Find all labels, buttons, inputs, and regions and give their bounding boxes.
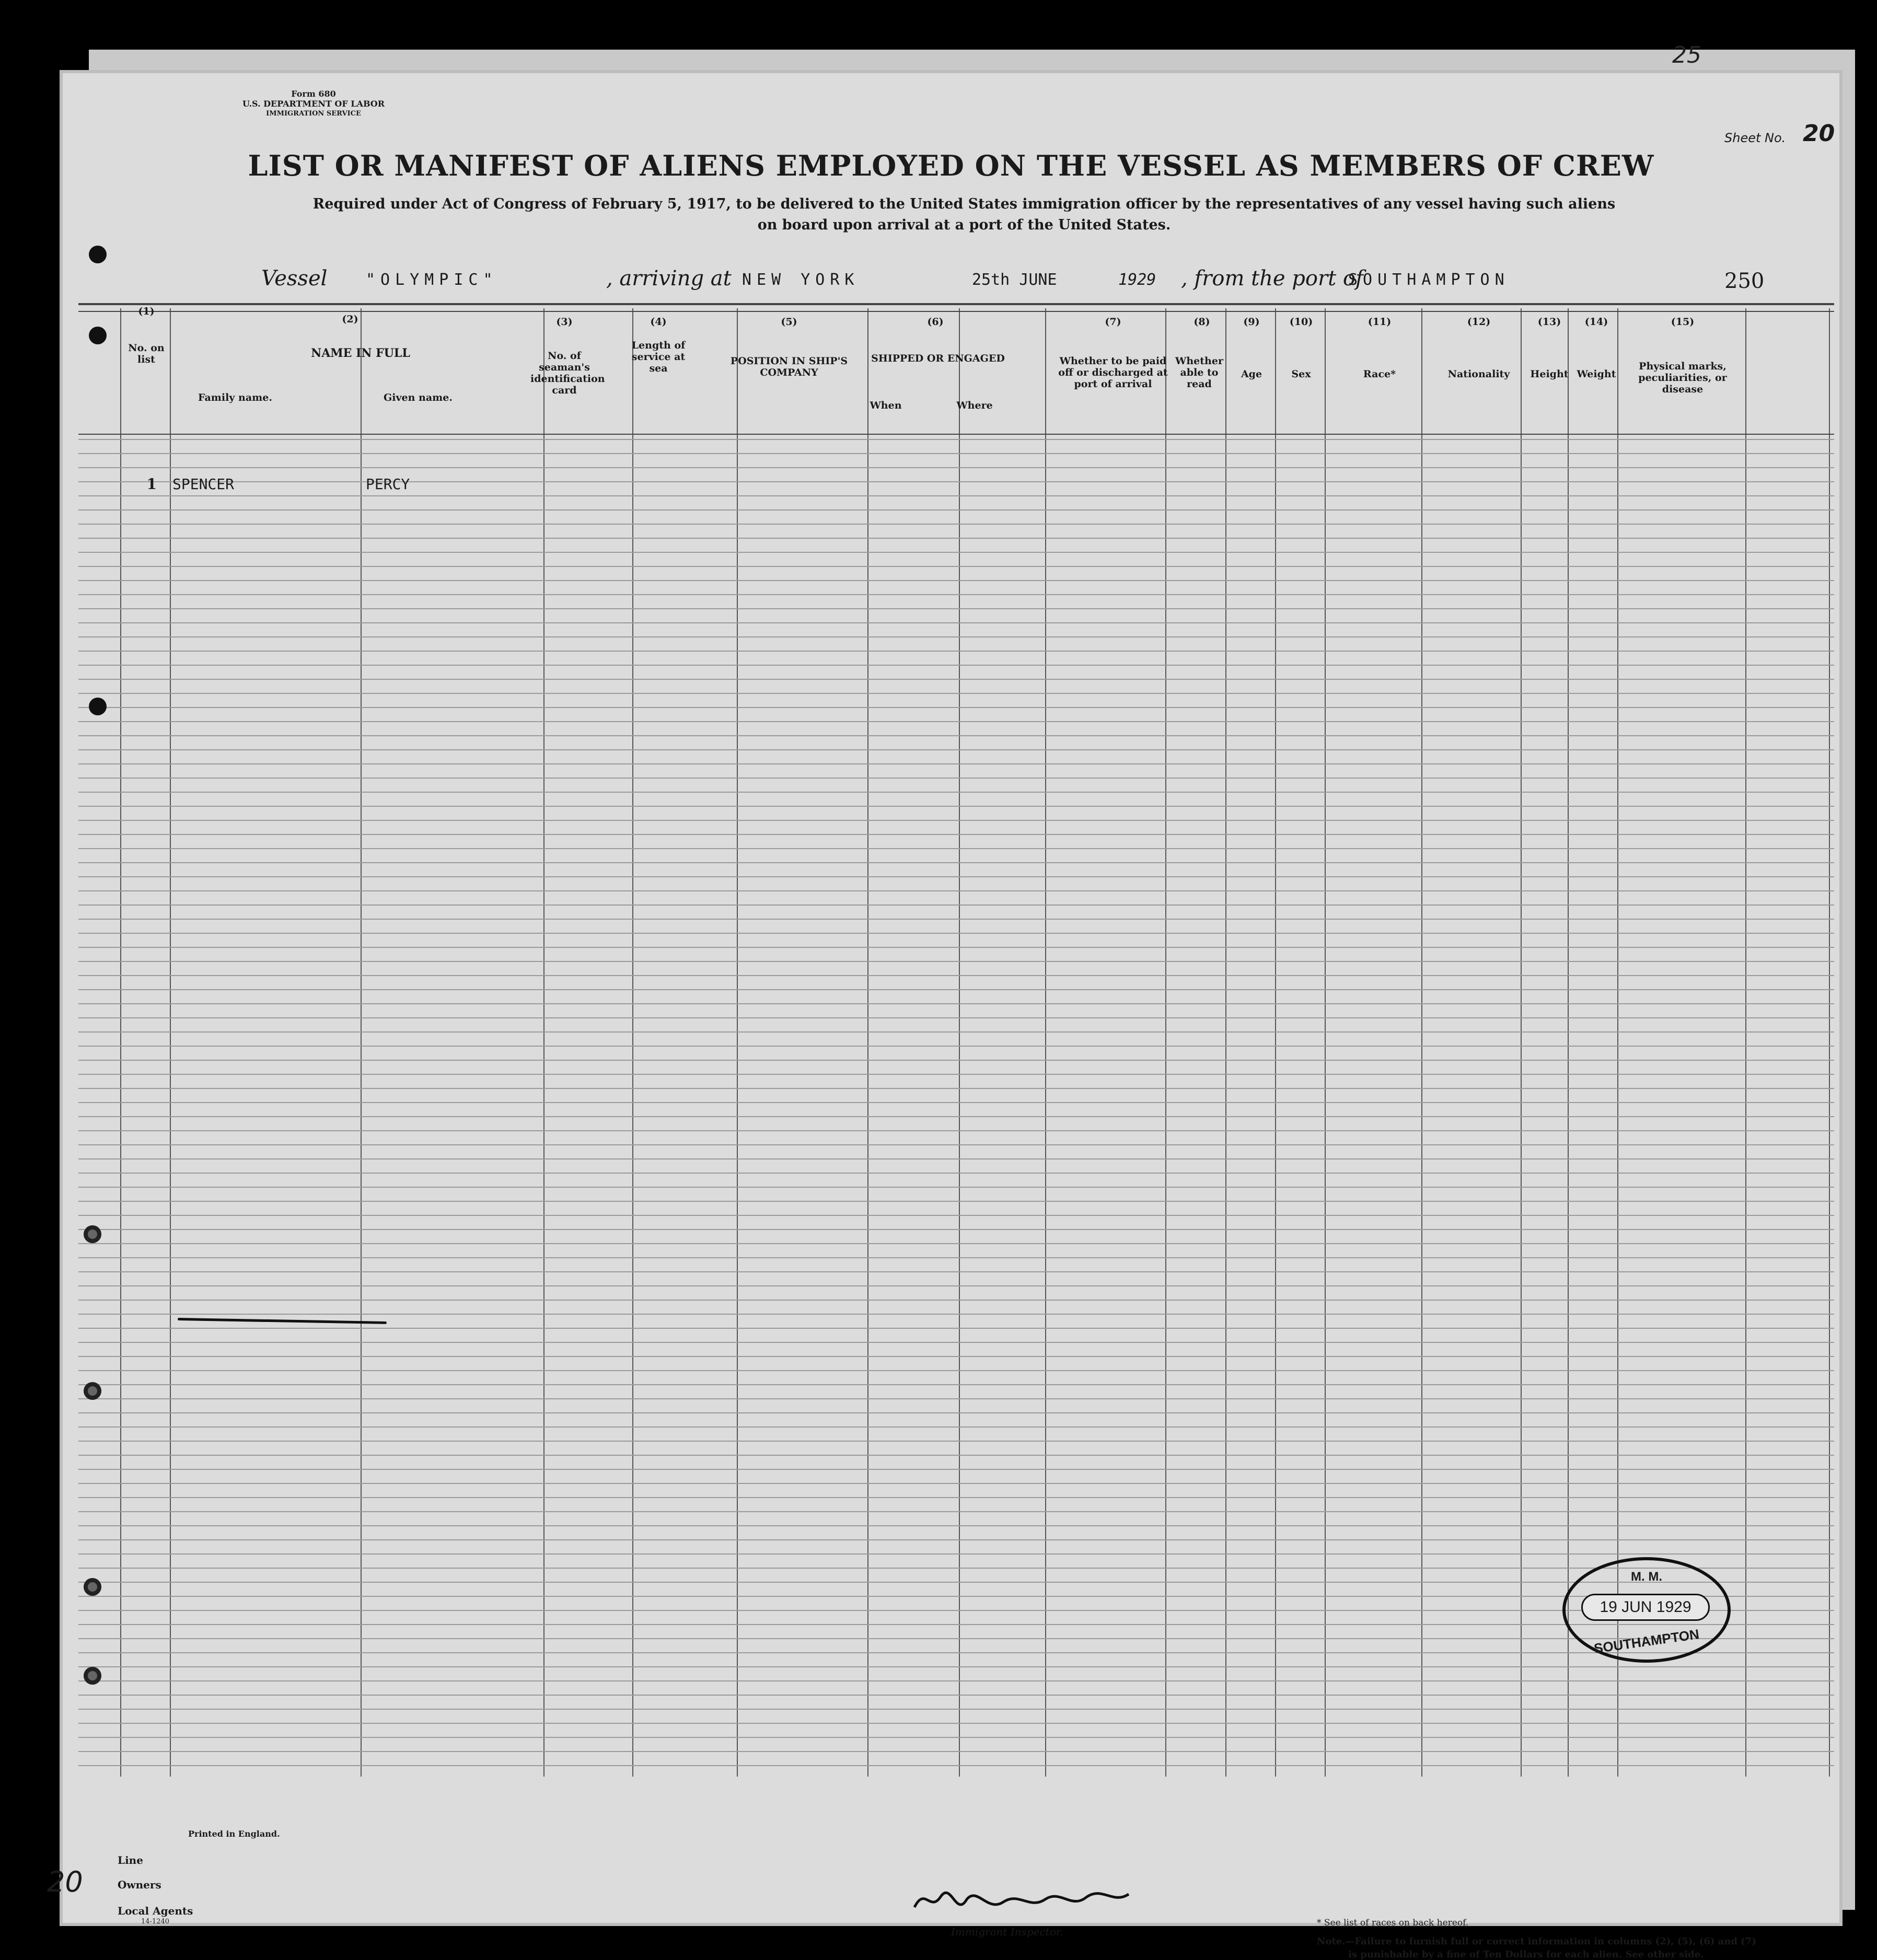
column-divider	[1275, 308, 1276, 1777]
col-name-in-full: NAME IN FULL	[311, 346, 410, 360]
ruled-line	[78, 989, 1834, 990]
col-race: Race*	[1363, 368, 1396, 380]
ruled-line	[78, 552, 1834, 553]
arrival-port: NEW YORK	[742, 271, 860, 289]
binder-hole	[89, 246, 107, 263]
ruled-line	[78, 1271, 1834, 1272]
ruled-line	[78, 933, 1834, 934]
ruled-line	[78, 1201, 1834, 1202]
ruled-line	[78, 1553, 1834, 1555]
col12-number: (12)	[1467, 316, 1491, 328]
ruled-line	[78, 665, 1834, 666]
col-shipped-engaged: SHIPPED OR ENGAGED	[871, 353, 1005, 364]
ruled-line	[78, 1017, 1834, 1018]
ruled-line	[78, 947, 1834, 948]
strikethrough-line	[178, 1318, 387, 1324]
service-label: IMMIGRATION SERVICE	[266, 110, 361, 118]
penalty-note-1: Note.—Failure to furnish full or correct information in columns (2), (5), (6) and (7)	[1317, 1936, 1756, 1947]
ruled-line	[78, 495, 1834, 496]
ruled-line	[78, 890, 1834, 891]
ruled-line	[78, 792, 1834, 793]
ruled-line	[78, 467, 1834, 468]
ruled-line	[78, 735, 1834, 736]
ruled-line	[78, 1060, 1834, 1061]
penalty-note-2: is punishable by a fine of Ten Dollars for each alien. See other side.	[1348, 1949, 1704, 1960]
form-title: LIST OR MANIFEST OF ALIENS EMPLOYED ON THE VESSEL AS MEMBERS OF CREW	[248, 149, 1654, 182]
ruled-line	[78, 721, 1834, 722]
ruled-line	[78, 1370, 1834, 1371]
ruled-line	[78, 1158, 1834, 1159]
list-number: 250	[1724, 269, 1765, 293]
ruled-line	[78, 1243, 1834, 1244]
sheet-number: 20	[1803, 120, 1835, 147]
southampton-stamp	[1562, 1557, 1731, 1663]
subtitle-line-2: on board upon arrival at a port of the United States.	[757, 217, 1171, 233]
ruled-line	[78, 1539, 1834, 1540]
column-divider	[1165, 308, 1166, 1777]
ruled-line	[78, 876, 1834, 877]
ruled-line	[78, 1300, 1834, 1301]
arriving-label: , arriving at	[606, 266, 732, 291]
department-label: U.S. DEPARTMENT OF LABOR	[242, 99, 385, 109]
ruled-line	[78, 481, 1834, 482]
col-given-name: Given name.	[384, 392, 453, 403]
col13-number: (13)	[1537, 316, 1561, 328]
ruled-line	[78, 1116, 1834, 1117]
ruled-line	[78, 848, 1834, 849]
ruled-line	[78, 749, 1834, 750]
ruled-line	[78, 1680, 1834, 1681]
ruled-line	[78, 1130, 1834, 1131]
line-label: Line	[118, 1854, 143, 1866]
col-age: Age	[1241, 368, 1262, 380]
col2-number: (2)	[342, 314, 358, 325]
ruled-line	[78, 1144, 1834, 1145]
binder-hole	[84, 1225, 101, 1243]
col1-number: (1)	[138, 306, 155, 317]
col8-number: (8)	[1194, 316, 1210, 328]
col6-number: (6)	[927, 316, 944, 328]
ruled-line	[78, 608, 1834, 609]
family-name: SPENCER	[172, 475, 235, 493]
col-family-name: Family name.	[198, 392, 272, 403]
column-divider	[1325, 308, 1326, 1777]
sheet-label: Sheet No.	[1724, 131, 1786, 145]
stamp-top-text: M. M.	[1631, 1570, 1662, 1584]
local-agents-label: Local Agents	[118, 1905, 193, 1917]
ruled-line	[78, 1412, 1834, 1413]
printed-in: Printed in England.	[188, 1829, 280, 1839]
ruled-line	[78, 707, 1834, 708]
col15-number: (15)	[1671, 316, 1695, 328]
ruled-line	[78, 1426, 1834, 1428]
column-divider	[120, 308, 121, 1777]
col-seaman-card: No. of seaman's identification card	[530, 350, 605, 396]
corner-page-number: 25	[1672, 42, 1701, 68]
col-weight: Weight	[1577, 368, 1616, 380]
ruled-line	[78, 524, 1834, 525]
binder-hole	[89, 327, 107, 344]
ruled-line	[78, 1173, 1834, 1174]
ruled-line	[78, 1709, 1834, 1710]
ruled-line	[78, 1483, 1834, 1484]
ruled-line	[78, 1737, 1834, 1738]
ruled-line	[78, 1765, 1834, 1766]
ruled-line	[78, 1031, 1834, 1033]
ruled-line	[78, 1257, 1834, 1258]
col-physical-marks: Physical marks, peculiarities, or disease	[1638, 361, 1727, 395]
ruled-line	[78, 1455, 1834, 1456]
ruled-line	[78, 566, 1834, 567]
ruled-line	[78, 1046, 1834, 1047]
ruled-line	[78, 919, 1834, 920]
arrival-date: 25th JUNE	[972, 271, 1057, 289]
ruled-line	[78, 1384, 1834, 1385]
stamp-date: 19 JUN 1929	[1581, 1594, 1710, 1621]
ruled-line	[78, 439, 1834, 440]
header-rule	[78, 303, 1834, 305]
column-divider	[543, 308, 544, 1777]
col9-number: (9)	[1243, 316, 1260, 328]
ruled-line	[78, 580, 1834, 581]
ruled-line	[78, 1314, 1834, 1315]
vessel-label: Vessel	[261, 266, 328, 291]
ruled-line	[78, 1398, 1834, 1399]
column-divider	[737, 308, 738, 1777]
column-divider	[867, 308, 868, 1777]
ruled-line	[78, 1003, 1834, 1004]
ruled-line	[78, 693, 1834, 694]
ruled-line	[78, 651, 1834, 652]
column-divider	[632, 308, 633, 1777]
col-no-on-list: No. on list	[128, 342, 165, 365]
header-rule	[78, 434, 1834, 435]
stamp-place: SOUTHAMPTON	[1593, 1626, 1700, 1657]
header-rule	[78, 311, 1834, 312]
manifest-sheet	[47, 73, 1839, 1960]
ruled-line	[78, 538, 1834, 539]
given-name: PERCY	[366, 475, 410, 493]
col-paid-off: Whether to be paid off or discharged at port of arrival	[1058, 355, 1168, 390]
subtitle-line-1: Required under Act of Congress of February 5, 1917, to be delivered to the United States immigration officer by the representatives of any vessel having such aliens	[312, 196, 1616, 212]
ruled-line	[78, 834, 1834, 835]
ruled-line	[78, 453, 1834, 454]
ruled-line	[78, 1229, 1834, 1230]
ruled-line	[78, 820, 1834, 821]
col-where: Where	[956, 400, 993, 411]
ruled-line	[78, 862, 1834, 863]
column-divider	[959, 308, 960, 1777]
form-code: 14-1240	[141, 1918, 170, 1926]
col5-number: (5)	[781, 316, 797, 328]
form-number: Form 680	[291, 89, 336, 99]
ruled-line	[78, 679, 1834, 680]
inspector-label: Immigrant Inspector.	[951, 1926, 1063, 1938]
ruled-line	[78, 975, 1834, 976]
inspector-signature	[909, 1881, 1139, 1923]
column-divider	[1745, 308, 1746, 1777]
ruled-line	[78, 1215, 1834, 1216]
binder-hole	[84, 1578, 101, 1596]
ruled-line	[78, 636, 1834, 637]
ruled-line	[78, 778, 1834, 779]
column-divider	[1617, 308, 1618, 1777]
ruled-line	[78, 1102, 1834, 1103]
ruled-line	[78, 1469, 1834, 1470]
vessel-name: "OLYMPIC"	[366, 271, 498, 289]
col-height: Height	[1530, 368, 1569, 380]
ruled-line	[78, 1666, 1834, 1667]
col-nationality: Nationality	[1447, 368, 1510, 380]
form-header-block	[235, 89, 392, 119]
departure-port: SOUTHAMPTON	[1348, 271, 1510, 289]
col-position: POSITION IN SHIP'S COMPANY	[730, 355, 848, 378]
ruled-line	[78, 1723, 1834, 1724]
col-length-service: Length of service at sea	[631, 340, 686, 374]
column-divider	[1045, 308, 1046, 1777]
col3-number: (3)	[556, 316, 573, 328]
ruled-line	[78, 1525, 1834, 1526]
ruled-line	[78, 1497, 1834, 1498]
ruled-line	[78, 1511, 1834, 1512]
binder-hole	[84, 1382, 101, 1400]
col-able-to-read: Whether able to read	[1175, 355, 1223, 390]
column-divider	[361, 308, 362, 1777]
ruled-line	[78, 904, 1834, 906]
col7-number: (7)	[1105, 316, 1121, 328]
ruled-line	[78, 1285, 1834, 1286]
ruled-line	[78, 961, 1834, 962]
ruled-line	[78, 1342, 1834, 1343]
column-divider	[1521, 308, 1522, 1777]
from-port-label: , from the port of	[1181, 266, 1363, 291]
col4-number: (4)	[650, 316, 667, 328]
column-divider	[1225, 308, 1226, 1777]
col-sex: Sex	[1291, 368, 1311, 380]
column-divider	[1829, 308, 1830, 1777]
ruled-line	[78, 1695, 1834, 1696]
col14-number: (14)	[1584, 316, 1608, 328]
owners-label: Owners	[118, 1878, 161, 1891]
race-note: * See list of races on back hereof.	[1317, 1918, 1469, 1928]
ruled-line	[78, 594, 1834, 595]
ruled-line	[78, 1638, 1834, 1639]
col-when: When	[870, 400, 902, 411]
binder-hole	[84, 1667, 101, 1685]
ruled-line	[78, 1568, 1834, 1569]
ruled-line	[78, 1751, 1834, 1752]
ruled-line	[78, 1187, 1834, 1188]
ruled-line	[78, 622, 1834, 623]
ruled-line	[78, 1074, 1834, 1075]
ruled-line	[78, 763, 1834, 764]
column-divider	[170, 308, 171, 1777]
binder-hole	[89, 698, 107, 715]
row-number: 1	[146, 475, 157, 493]
column-divider	[1568, 308, 1569, 1777]
ruled-line	[78, 1328, 1834, 1329]
arrival-year: 1929	[1118, 271, 1156, 289]
ruled-line	[78, 1356, 1834, 1357]
column-divider	[1421, 308, 1422, 1777]
ruled-line	[78, 806, 1834, 807]
col10-number: (10)	[1289, 316, 1313, 328]
ruled-line	[78, 1088, 1834, 1089]
col11-number: (11)	[1368, 316, 1392, 328]
margin-handwritten-number: 20	[47, 1865, 83, 1898]
ruled-line	[78, 1441, 1834, 1442]
ruled-line	[78, 509, 1834, 511]
